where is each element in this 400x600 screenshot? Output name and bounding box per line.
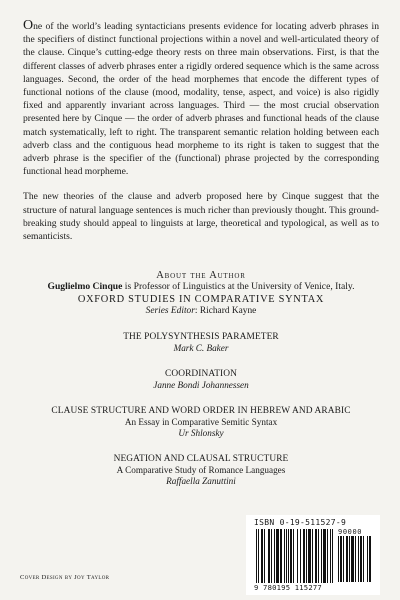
book-title: COORDINATION [164, 369, 238, 379]
author-bio [23, 281, 379, 293]
cover-design-credit: Cover Design by Joy Taylor [20, 574, 110, 581]
blurb-paragraph-1-text: ne of the world’s leading syntacticians presents evidence for locating adverb phrases in the specifiers of distinct functional projections within a novel and well-articulated theory of the clause. Cinque’s cutting-edge theory rests on three main observations. First, is that the different classes of adverb phrases enter a rigidly ordered sequence which is the same across languages. Second, the order of the head morphemes that encode the different types of functional notions of the clause (mood, modality, tense, aspect, and voice) is also rigidly fixed and apparently invariant across languages. Third — the most crucial observation presented here by Cinque — the order of adverb phrases and functional heads of the clause match systematically, left to right. The transparent semantic relation holding between each adverb class and the contiguous head morpheme to its right is taken to suggest that the adverb phrase is the specifier of the (functional) phrase projected by the corresponding functional head morpheme. [23, 21, 379, 178]
ean-number: 9 780195 115277 [254, 583, 322, 592]
book-title: THE POLYSYNTHESIS PARAMETER [123, 332, 279, 342]
book-entry [23, 332, 379, 353]
ean-barcode-icon [256, 529, 334, 583]
book-author: Raffaella Zanuttini [166, 476, 236, 486]
series-editor-label: Series Editor [145, 306, 195, 316]
book-author: Ur Shlonsky [178, 428, 224, 438]
book-entry [23, 454, 379, 486]
series-section [23, 294, 379, 316]
blurb-paragraph-2: The new theories of the clause and adverb proposed here by Cinque suggest that the structure of natural language sentences is much richer than previously thought. This ground-breaking study should appeal to linguists at large, theoretical and typological, as well as to semanticists. [23, 191, 379, 243]
book-subtitle: An Essay in Comparative Semitic Syntax [124, 417, 278, 427]
about-author-heading: About the Author [156, 270, 246, 281]
blurb-paragraph-1 [23, 20, 379, 178]
book-title: NEGATION AND CLAUSAL STRUCTURE [113, 454, 289, 464]
author-bio-text: is Professor of Linguistics at the University of Venice, Italy. [122, 281, 355, 292]
book-author: Janne Bondi Johannessen [153, 380, 249, 390]
book-entry [23, 406, 379, 438]
description-blurb [23, 20, 379, 243]
isbn-number: ISBN 0-19-511527-9 [254, 518, 347, 527]
price-addon-number: 90000 [338, 528, 363, 536]
book-subtitle: A Comparative Study of Romance Languages [116, 465, 286, 475]
about-author-section [23, 270, 379, 293]
barcode [246, 515, 380, 595]
series-editor-name: : Richard Kayne [194, 306, 257, 316]
author-name: Guglielmo Cinque [47, 281, 123, 292]
book-author: Mark C. Baker [173, 343, 229, 353]
series-title: OXFORD STUDIES IN COMPARATIVE SYNTAX [77, 294, 325, 305]
series-editor [23, 306, 379, 316]
book-list [23, 332, 379, 502]
book-title: CLAUSE STRUCTURE AND WORD ORDER IN HEBREW AND ARABIC [51, 406, 351, 416]
drop-cap: O [23, 18, 34, 33]
addon-barcode-icon [338, 536, 374, 582]
book-entry [23, 369, 379, 390]
